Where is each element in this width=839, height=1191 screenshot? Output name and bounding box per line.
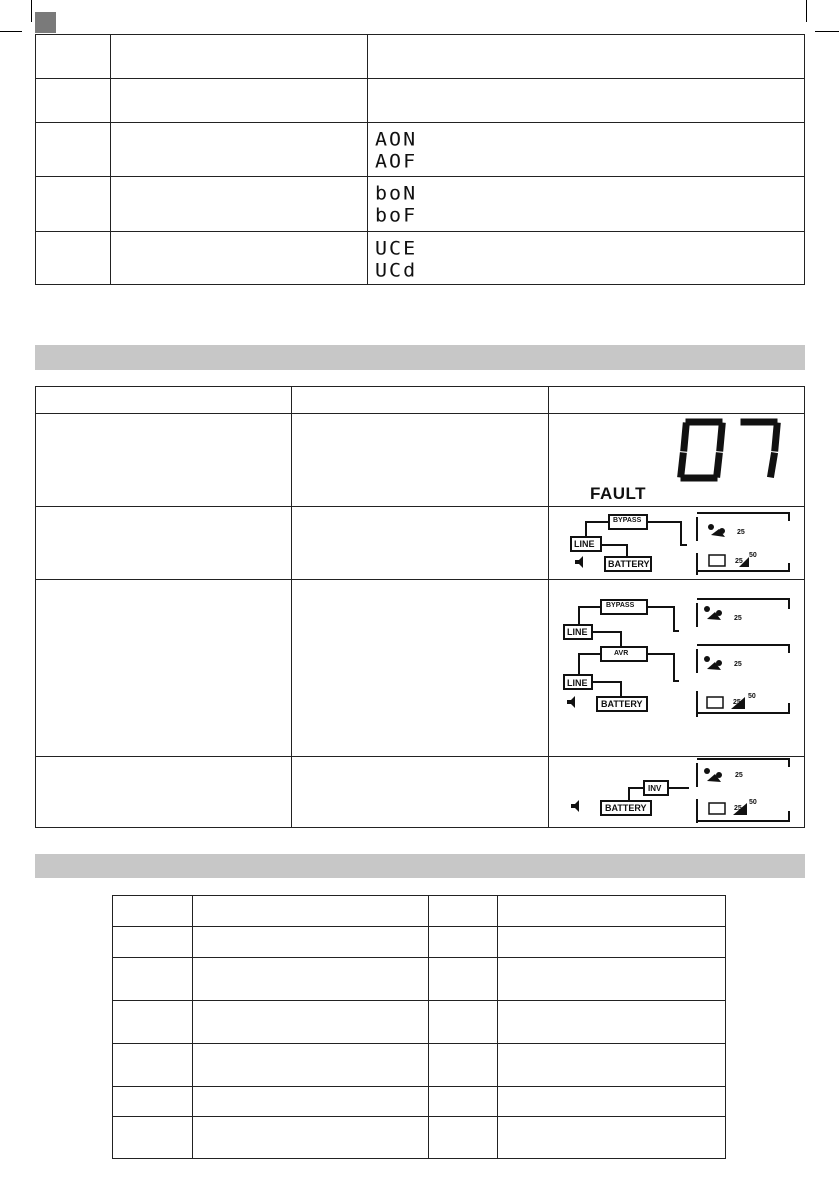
lcd-batt-level-50: 50	[749, 552, 757, 559]
lcd-code-aof: AOF	[375, 149, 418, 173]
lcd-line-label-2: LINE	[567, 627, 588, 637]
lcd-bypass-label: BYPASS	[613, 517, 642, 524]
lcd-code-uce: UCE	[375, 236, 418, 260]
row-divider	[113, 926, 725, 927]
lcd-batt-level-25-4: 25	[734, 805, 742, 812]
lcd-batt-level-50-4: 50	[749, 799, 757, 806]
table-settings	[35, 34, 805, 285]
crop-mark-top-left-v	[31, 0, 32, 22]
section-header-bar	[35, 854, 805, 878]
lcd-line-label-3: LINE	[567, 678, 588, 688]
table-fault-codes	[112, 895, 726, 1159]
row-divider	[36, 231, 804, 232]
lcd-level-label-2: 25	[734, 615, 742, 622]
fault-label-text: FAULT	[590, 484, 647, 503]
lcd-batt-level-25: 25	[735, 558, 743, 565]
lcd-code-aon: AON	[375, 127, 418, 151]
lcd-battery-label-4: BATTERY	[605, 803, 647, 813]
row-divider	[113, 1043, 725, 1044]
col-divider	[110, 35, 111, 285]
fault-lcd-display	[549, 414, 804, 506]
col-divider	[291, 387, 292, 828]
section-header-bar	[35, 345, 805, 370]
seven-segment-digits	[681, 422, 777, 478]
col-divider	[428, 896, 429, 1159]
row-divider	[36, 579, 804, 580]
crop-mark-top-right-v	[806, 0, 807, 22]
crop-mark-top-left	[0, 31, 22, 32]
section-marker	[35, 12, 56, 33]
lcd-inv-label: INV	[648, 784, 662, 793]
col-divider	[367, 35, 368, 285]
lcd-avr-label: AVR	[614, 650, 629, 657]
lcd-batt-level-50-3: 50	[748, 693, 756, 700]
row-divider	[36, 78, 804, 79]
row-divider	[113, 1000, 725, 1001]
col-divider	[497, 896, 498, 1159]
lcd-code-bof: boF	[375, 203, 418, 227]
lcd-bypass-label-2: BYPASS	[606, 602, 635, 609]
lcd-battery-label: BATTERY	[608, 559, 650, 569]
lcd-line-label: LINE	[574, 539, 595, 549]
row-divider	[113, 1116, 725, 1117]
lcd-load-level-label: 25	[737, 529, 745, 536]
lcd-code-ucd: UCd	[375, 258, 418, 282]
row-divider	[36, 176, 804, 177]
row-divider	[36, 122, 804, 123]
lcd-battery-label-3: BATTERY	[601, 699, 643, 709]
lcd-code-bon: boN	[375, 181, 418, 205]
lcd-battery-mode	[549, 757, 804, 825]
row-divider	[113, 1086, 725, 1087]
col-divider	[192, 896, 193, 1159]
lcd-level-label-3: 25	[734, 661, 742, 668]
row-divider	[113, 957, 725, 958]
lcd-level-label-4: 25	[735, 772, 743, 779]
crop-mark-top-right	[815, 31, 839, 32]
lcd-batt-level-25-3: 25	[733, 699, 741, 706]
